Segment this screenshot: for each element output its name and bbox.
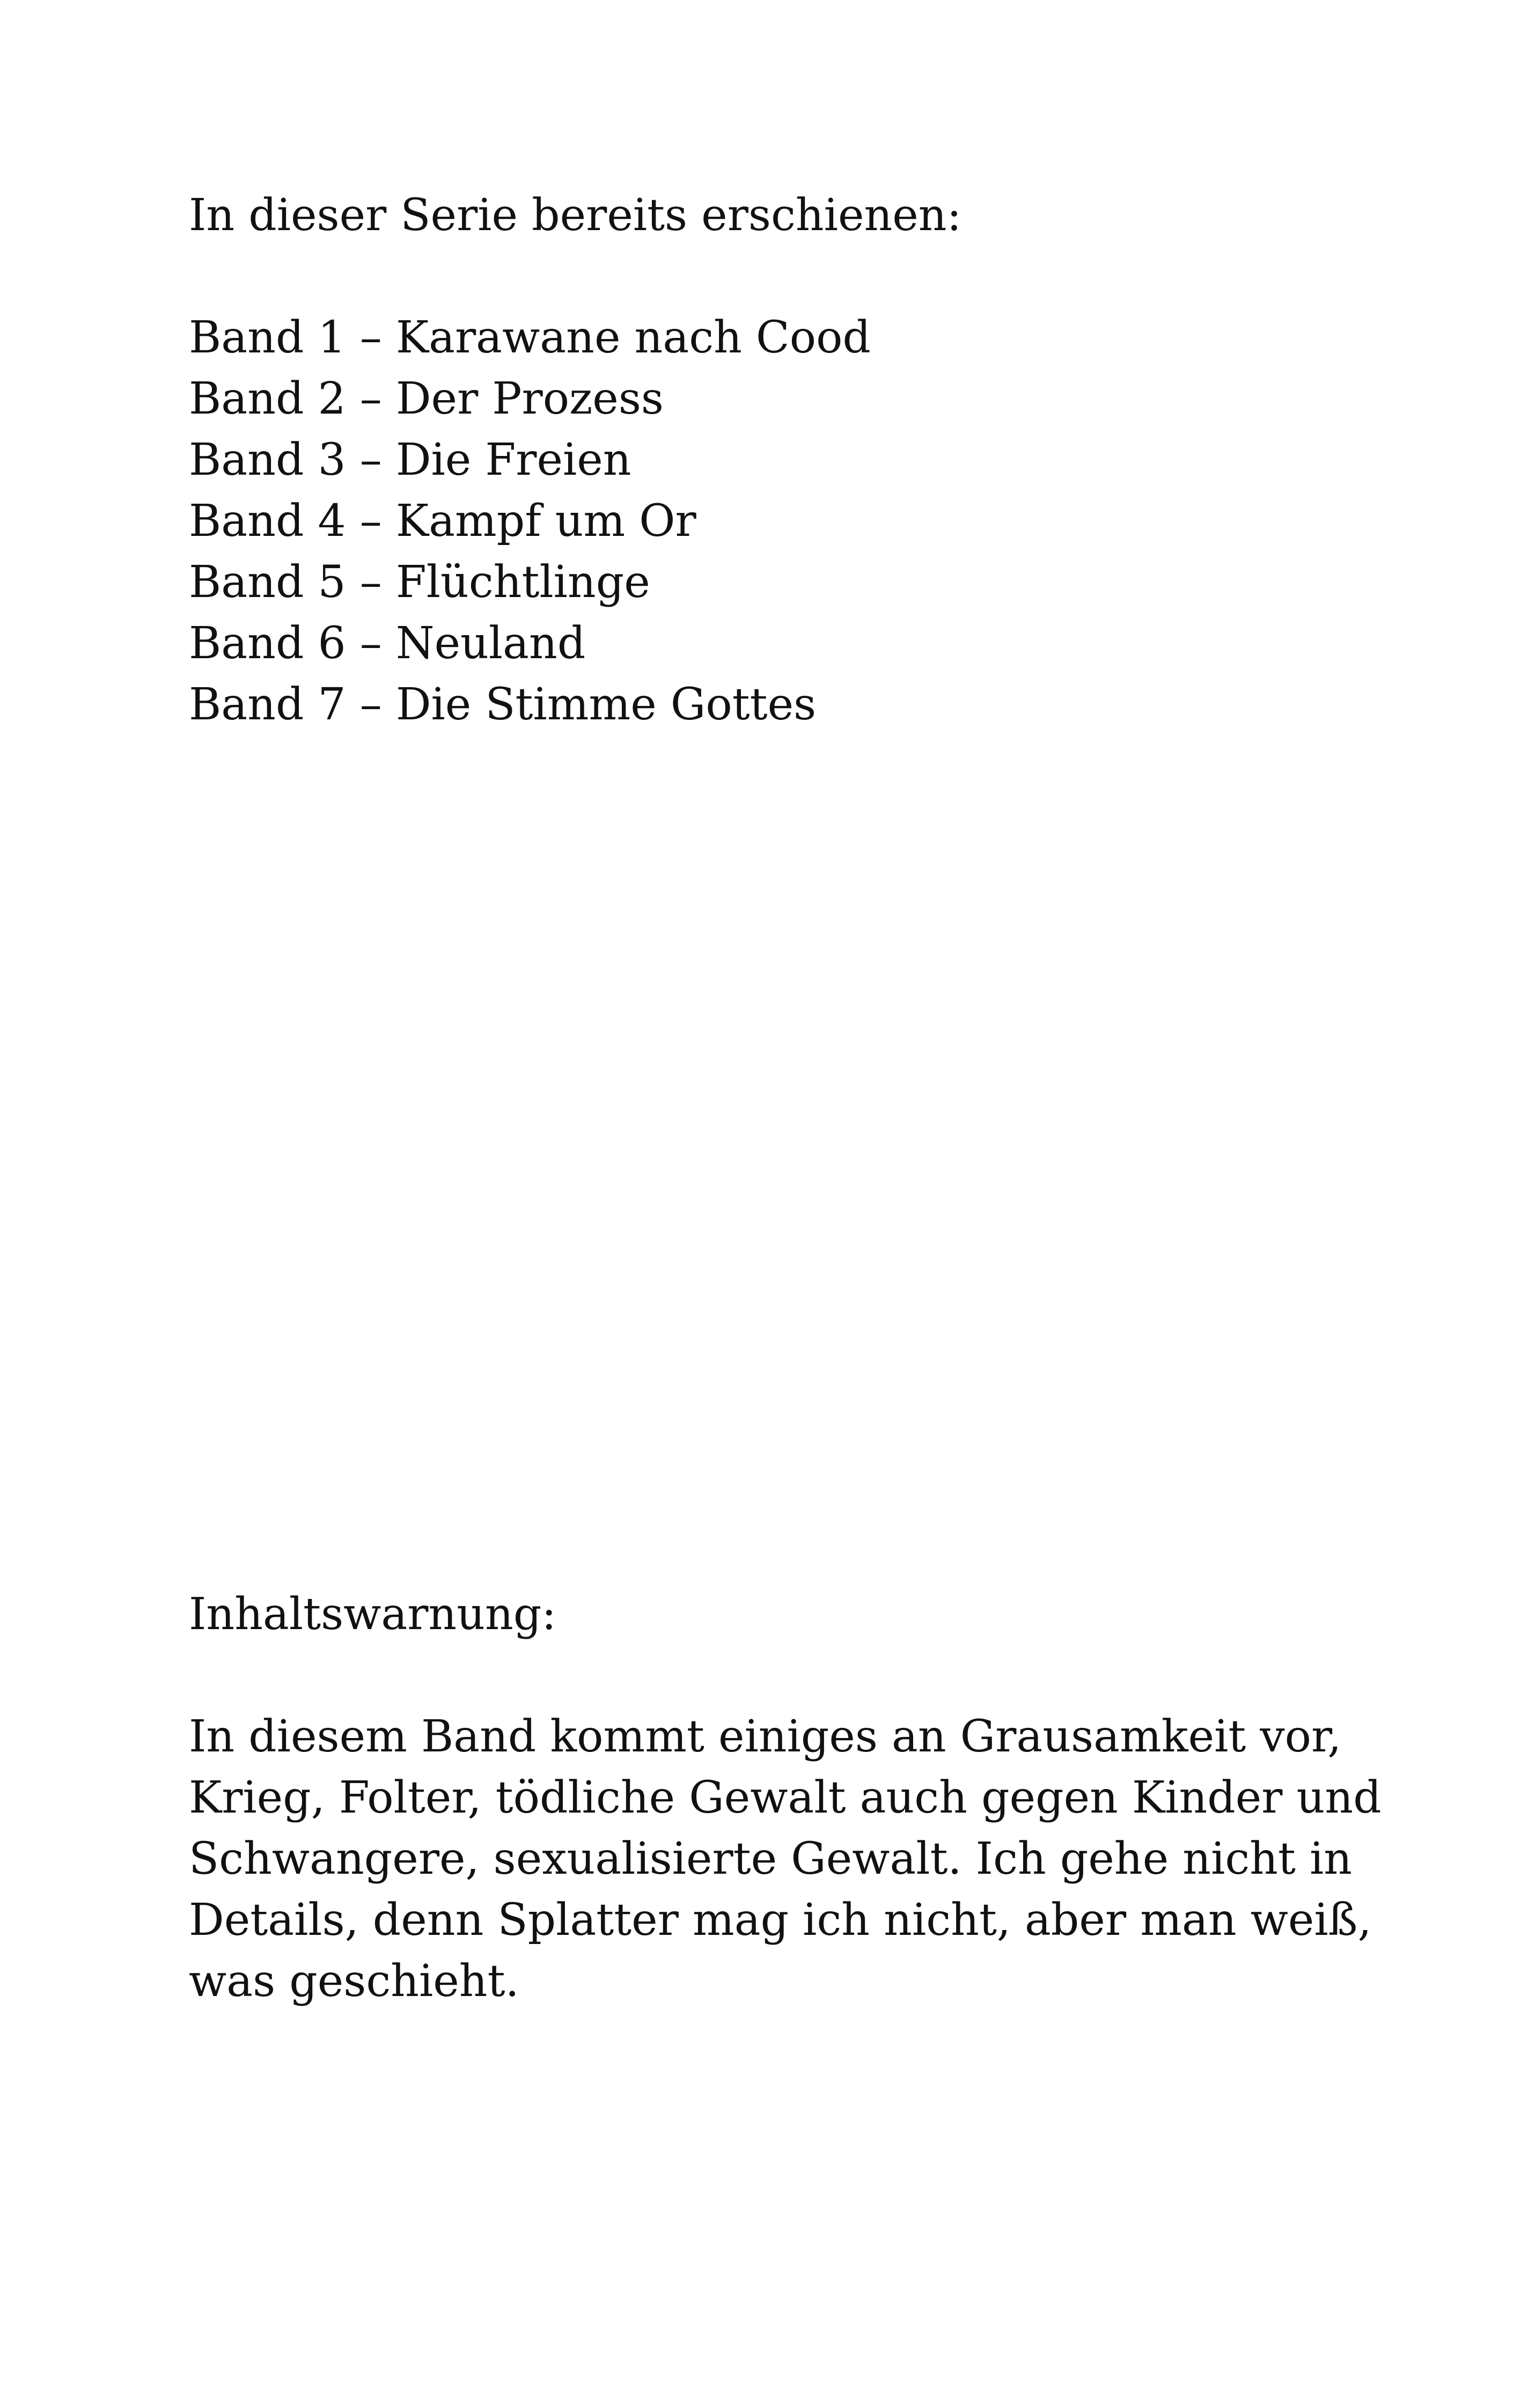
volume-item: Band 2 – Der Prozess xyxy=(189,373,664,424)
volume-item: Band 5 – Flüchtlinge xyxy=(189,557,650,608)
content-warning-line: Details, denn Splatter mag ich nicht, aber man weiß, xyxy=(189,1895,1372,1946)
volume-item: Band 3 – Die Freien xyxy=(189,435,631,485)
content-warning-heading: Inhaltswarnung: xyxy=(189,1589,556,1640)
volume-item: Band 7 – Die Stimme Gottes xyxy=(189,679,817,730)
content-warning-line: In diesem Band kommt einiges an Grausamkeit vor, xyxy=(189,1711,1342,1762)
content-warning-text xyxy=(189,1706,1382,2012)
content-warning-line: Schwangere, sexualisierte Gewalt. Ich gehe nicht in xyxy=(189,1833,1353,1884)
volume-item: Band 6 – Neuland xyxy=(189,618,586,669)
series-volume-list xyxy=(189,307,1337,735)
content-warning-line: Krieg, Folter, tödliche Gewalt auch gegen Kinder und xyxy=(189,1772,1382,1823)
volume-item: Band 1 – Karawane nach Cood xyxy=(189,312,871,363)
series-heading: In dieser Serie bereits erschienen: xyxy=(189,190,962,241)
volume-item: Band 4 – Kampf um Or xyxy=(189,496,696,547)
content-warning-line: was geschieht. xyxy=(189,1956,519,2007)
